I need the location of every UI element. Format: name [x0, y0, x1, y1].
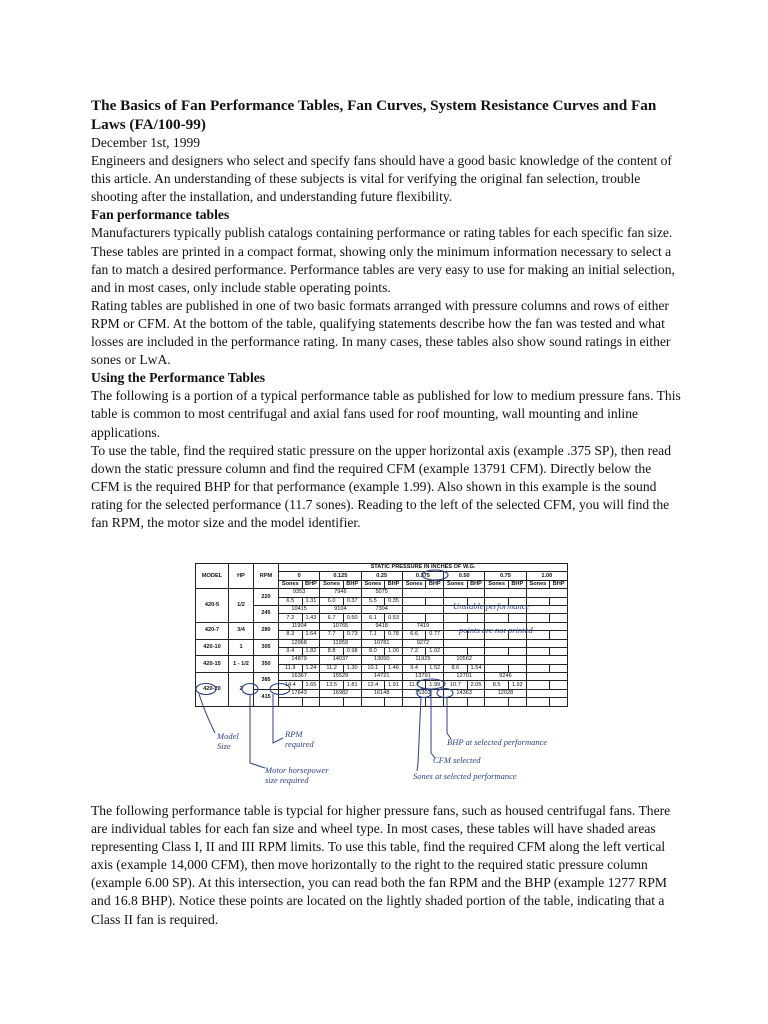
hp-cell: 3/4: [229, 622, 254, 639]
cfm-cell: 12701: [444, 673, 485, 681]
sones-cell: 9.4: [402, 664, 426, 672]
sones-cell: 11.7: [402, 681, 426, 689]
bhp-circle: [437, 689, 453, 698]
cfm-cell: 10562: [444, 656, 485, 664]
sub-header-bhp: BHP: [508, 580, 526, 588]
cfm-leader: [431, 689, 435, 758]
sones-cell: 10.7: [444, 681, 468, 689]
annotation-sones-selected: Sones at selected performance: [413, 771, 517, 781]
bhp-cell: 1.99: [426, 681, 444, 689]
bhp-cell: 1.52: [426, 664, 444, 672]
rpm-leader: [273, 694, 283, 743]
sub-header-sones: Sones: [485, 580, 509, 588]
paragraph-typical-table: The following is a portion of a typical performance table as published for low to medium pressure fans. This table is common to most centrifugal and axial fans used for roof mounting, wall mounting and inline applications.: [91, 388, 681, 440]
sones-cell: 7.1: [361, 631, 385, 639]
sones-cell: 7.2: [402, 647, 426, 655]
section-heading-using-tables: Using the Performance Tables: [91, 370, 266, 386]
bhp-cell: 1.91: [385, 681, 403, 689]
sones-cell: 8.5: [485, 681, 509, 689]
cfm-cell: 10415: [279, 605, 320, 613]
rpm-cell: 305: [254, 639, 279, 656]
sones-cell: 6.0: [320, 597, 344, 605]
rpm-cell: 350: [254, 656, 279, 673]
sones-cell: 6.7: [320, 614, 344, 622]
model-leader: [199, 694, 215, 733]
overlay-note-line1: Unstable performance: [453, 601, 530, 611]
hp-cell: 1 - 1/2: [229, 656, 254, 673]
sones-cell: 8.0: [361, 647, 385, 655]
rpm-cell: 280: [254, 622, 279, 639]
bhp-cell: 2.05: [467, 681, 485, 689]
cfm-cell: 13791: [402, 673, 443, 681]
cfm-cell: 14721: [361, 673, 402, 681]
bhp-cell: 1.65: [302, 681, 320, 689]
hp-circle: [242, 684, 258, 695]
overlay-note-line2: points are not printed: [459, 625, 533, 635]
cfm-cell: 7419: [402, 622, 443, 630]
bhp-cell: 1.54: [467, 664, 485, 672]
sub-header-bhp: BHP: [343, 580, 361, 588]
article: [91, 96, 681, 532]
cfm-circle: [417, 679, 445, 689]
bhp-cell: 1.24: [302, 664, 320, 672]
annotation-bhp-selected: BHP at selected performance: [447, 737, 548, 747]
rpm-circle: [270, 684, 290, 695]
cfm-cell: 9104: [320, 605, 361, 613]
sub-header-sones: Sones: [526, 580, 550, 588]
performance-table-figure: [195, 563, 570, 797]
cfm-cell: 14037: [320, 656, 361, 664]
article-title: The Basics of Fan Performance Tables, Fan Curves, System Resistance Curves and Fan Laws (FA/100-99): [91, 97, 657, 133]
hp-cell: 1: [229, 639, 254, 656]
bhp-cell: 1.00: [385, 647, 403, 655]
sones-cell: 6.1: [361, 614, 385, 622]
cfm-cell: 14363: [444, 689, 485, 697]
rpm-cell: 245: [254, 605, 279, 622]
sones-cell: 9.4: [279, 647, 303, 655]
sones-circle: [417, 689, 431, 698]
rpm-cell: 415: [254, 689, 279, 706]
sp-value: 0.75: [485, 572, 526, 580]
paragraph-rating-tables: Rating tables are published in one of two basic formats arranged with pressure columns and rows of either RPM or CFM. At the bottom of the table, qualifying statements describe how the fan was tested and what losses are included in the performance rating. In many cases, these tables also show sound ratings in either sones or LwA.: [91, 297, 671, 368]
sones-cell: 8.6: [444, 664, 468, 672]
header-model: MODEL: [196, 564, 229, 589]
bhp-cell: 1.82: [302, 647, 320, 655]
cfm-cell: 9418: [361, 622, 402, 630]
sub-header-bhp: BHP: [550, 580, 568, 588]
intro-paragraph: Engineers and designers who select and specify fans should have a good basic knowledge of the content of this article. An understanding of these subjects is vital for verifying the original fan selection, trouble shooting after the installation, and understanding future flexibility.: [91, 153, 672, 205]
bhp-cell: 1.02: [426, 647, 444, 655]
model-circle: [196, 684, 216, 695]
sub-header-sones: Sones: [279, 580, 303, 588]
bhp-cell: 1.30: [343, 664, 361, 672]
cfm-cell: 15303: [402, 689, 443, 697]
sp-circle: [422, 570, 448, 580]
sones-cell: 6.5: [279, 597, 303, 605]
bhp-cell: 1.31: [302, 597, 320, 605]
article-continued: [91, 802, 681, 929]
bhp-cell: 0.98: [343, 647, 361, 655]
annotation-model-size: Model Size: [217, 731, 239, 751]
rpm-cell: 385: [254, 673, 279, 690]
bhp-cell: 1.43: [302, 614, 320, 622]
cfm-cell: 11959: [320, 639, 361, 647]
sub-header-sones: Sones: [402, 580, 426, 588]
sones-cell: 14.4: [279, 681, 303, 689]
sp-value: 1.00: [526, 572, 567, 580]
sones-cell: 7.2: [279, 614, 303, 622]
cfm-cell: 16148: [361, 689, 402, 697]
cfm-cell: 12968: [279, 639, 320, 647]
header-hp: HP: [229, 564, 254, 589]
cfm-cell: 10781: [361, 639, 402, 647]
sp-value: 0: [279, 572, 320, 580]
bhp-cell: 0.77: [426, 631, 444, 639]
header-static-pressure: STATIC PRESSURE IN INCHES OF W.G.: [279, 564, 568, 572]
sones-cell: 8.3: [279, 631, 303, 639]
sones-cell: 7.7: [320, 631, 344, 639]
paragraph-how-to-use: To use the table, find the required static pressure on the upper horizontal axis (example .375 SP), then read down the static pressure column and find the required CFM (example 13791 CFM). Directly below the CFM is the required BHP for that performance (example 1.99). Also shown in this example is the sound rating for the selected performance (11.7 sones). Reading to the left of the selected CFM, you will find the fan RPM, the motor size and the model identifier.: [91, 442, 672, 530]
model-cell: 420-15: [196, 656, 229, 673]
hp-leader: [250, 694, 265, 768]
bhp-cell: 0.37: [343, 597, 361, 605]
annotation-cfm-selected: CFM selected: [433, 755, 481, 765]
cfm-cell: 7946: [320, 589, 361, 597]
sub-header-sones: Sones: [444, 580, 468, 588]
bhp-cell: 1.81: [343, 681, 361, 689]
cfm-cell: 9272: [402, 639, 443, 647]
hp-cell: 2: [229, 673, 254, 707]
hp-cell: 1/2: [229, 589, 254, 623]
rpm-cell: 220: [254, 589, 279, 606]
bhp-cell: 0.50: [343, 614, 361, 622]
bhp-cell: 0.53: [385, 614, 403, 622]
sones-cell: 6.6: [402, 631, 426, 639]
paragraph-higher-pressure: The following performance table is typcial for higher pressure fans, such as housed centrifugal fans. There are individual tables for each fan size and wheel type. In most cases, these tables will have shaded areas representing Class I, II and III RPM limits. To use this table, find the required CFM along the left vertical axis (example 14,000 CFM), then move horizontally to the right to the required static pressure column (example 6.00 SP). At this intersection, you can read both the fan RPM and the BHP (example 1277 RPM and 16.8 BHP). Notice these points are located on the lightly shaded portion of the table, indicating that a Class II fan is required.: [91, 803, 671, 927]
sub-header-sones: Sones: [361, 580, 385, 588]
header-rpm: RPM: [254, 564, 279, 589]
sub-header-bhp: BHP: [467, 580, 485, 588]
cfm-cell: 9246: [485, 673, 526, 681]
model-cell: 420-7: [196, 622, 229, 639]
cfm-cell: 11925: [402, 656, 443, 664]
sones-cell: 13.5: [320, 681, 344, 689]
sp-value: 0.375: [402, 572, 443, 580]
cfm-cell: 16367: [279, 673, 320, 681]
sp-value: 0.25: [361, 572, 402, 580]
bhp-cell: 0.73: [343, 631, 361, 639]
bhp-cell: 1.46: [385, 664, 403, 672]
sub-header-sones: Sones: [320, 580, 344, 588]
cfm-cell: 7304: [361, 605, 402, 613]
sub-header-bhp: BHP: [426, 580, 444, 588]
cfm-cell: 14879: [279, 656, 320, 664]
sones-cell: 11.2: [320, 664, 344, 672]
model-cell: 420-10: [196, 639, 229, 656]
cfm-cell: 9353: [279, 589, 320, 597]
sones-cell: 8.8: [320, 647, 344, 655]
sp-value: 0.125: [320, 572, 361, 580]
bhp-leader: [447, 697, 451, 739]
model-cell: 420-20: [196, 673, 229, 707]
annotation-motor-hp: Motor horsepower size required: [265, 765, 329, 785]
sp-value: 0.50: [444, 572, 485, 580]
cfm-cell: 11904: [279, 622, 320, 630]
section-heading-fan-performance-tables: Fan performance tables: [91, 207, 230, 223]
cfm-cell: 17643: [279, 689, 320, 697]
sones-cell: 12.4: [361, 681, 385, 689]
model-cell: 420-5: [196, 589, 229, 623]
paragraph-catalogs: Manufacturers typically publish catalogs containing performance or rating tables for each specific fan size. These tables are printed in a compact format, showing only the minimum information necessary to select a fan to match a desired performance. Performance tables are very easy to use for making an initial selection, and in most cases, only include stable operating points.: [91, 225, 675, 295]
article-date: December 1st, 1999: [91, 135, 201, 150]
bhp-cell: 1.64: [302, 631, 320, 639]
cfm-cell: 16982: [320, 689, 361, 697]
annotation-rpm-required: RPM required: [285, 729, 314, 749]
figure-callouts: [195, 563, 570, 797]
sones-cell: 10.1: [361, 664, 385, 672]
sones-cell: 5.5: [361, 597, 385, 605]
cfm-cell: 12028: [485, 689, 526, 697]
sones-cell: 11.9: [279, 664, 303, 672]
bhp-cell: 0.35: [385, 597, 403, 605]
bhp-cell: 1.92: [508, 681, 526, 689]
cfm-cell: 10765: [320, 622, 361, 630]
cfm-cell: 13050: [361, 656, 402, 664]
bhp-cell: 0.78: [385, 631, 403, 639]
sub-header-bhp: BHP: [385, 580, 403, 588]
sones-leader: [417, 697, 421, 771]
cfm-cell: 15529: [320, 673, 361, 681]
cfm-cell: 5075: [361, 589, 402, 597]
sub-header-bhp: BHP: [302, 580, 320, 588]
